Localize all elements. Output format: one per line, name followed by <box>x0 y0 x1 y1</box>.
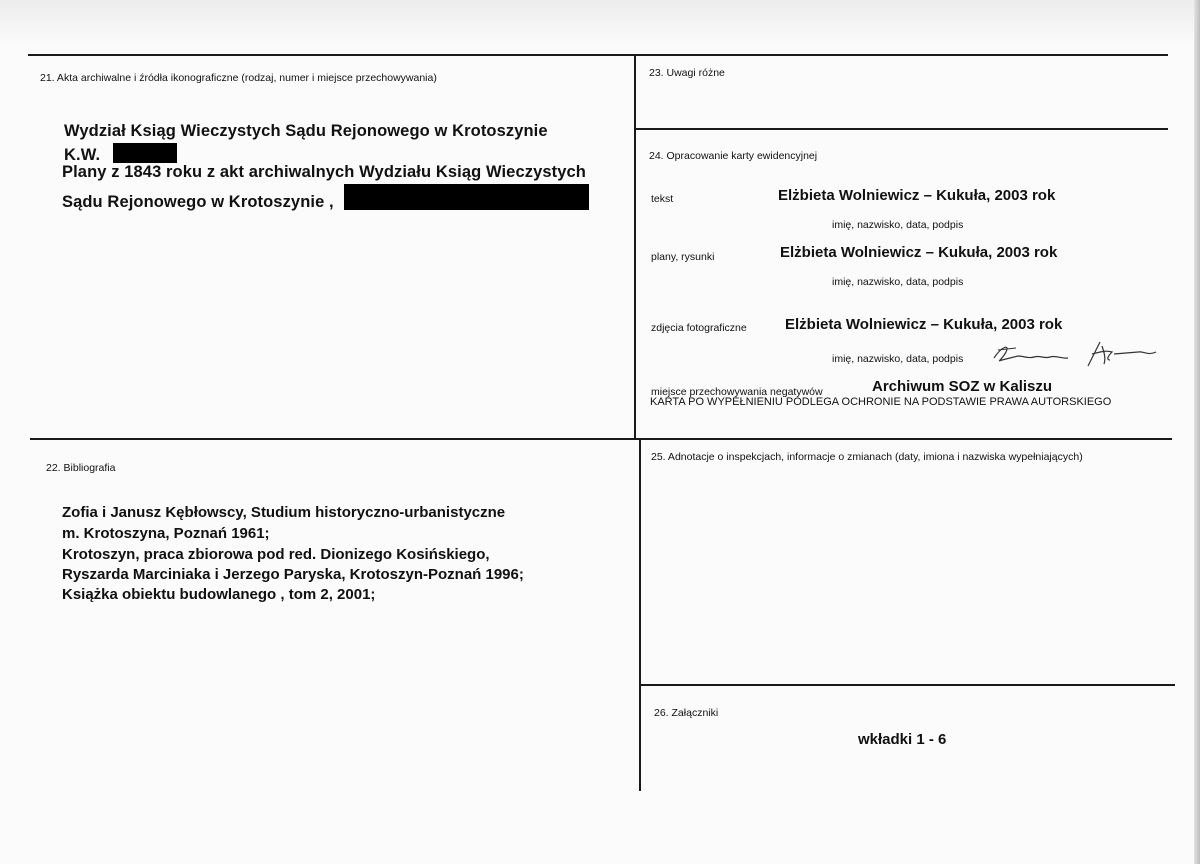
middle-border <box>30 438 1172 440</box>
scan-shadow <box>0 0 1200 45</box>
vertical-divider-lower <box>639 439 641 791</box>
bibliography-line-4: Ryszarda Marciniaka i Jerzego Paryska, Krotoszyn-Poznań 1996; <box>62 566 524 583</box>
zdjecia-caption: imię, nazwisko, data, podpis <box>832 353 964 365</box>
redacted-reference <box>344 184 589 210</box>
section26-value: wkładki 1 - 6 <box>858 731 947 748</box>
copyright-note: KARTA PO WYPEŁNIENIU PODLEGA OCHRONIE NA PODSTAWIE PRAWA AUTORSKIEGO <box>650 396 1112 408</box>
negatywy-label: miejsce przechowywania negatywów <box>651 386 823 398</box>
tekst-caption: imię, nazwisko, data, podpis <box>832 219 964 231</box>
top-border <box>28 54 1168 56</box>
plany-caption: imię, nazwisko, data, podpis <box>832 276 964 288</box>
section24-label: 24. Opracowanie karty ewidencyjnej <box>649 150 818 162</box>
redacted-kw-number <box>113 143 177 163</box>
section25-label: 25. Adnotacje o inspekcjach, informacje o zmianach (daty, imiona i nazwiska wypełniających) <box>651 451 1083 463</box>
section21-line4 <box>62 184 589 213</box>
section21-line3: Plany z 1843 roku z akt archiwalnych Wydziału Ksiąg Wieczystych <box>62 163 586 181</box>
vertical-divider-upper <box>634 55 636 440</box>
kw-label: K.W. <box>64 146 101 164</box>
plany-label: plany, rysunki <box>651 251 715 263</box>
bibliography-line-1: Zofia i Janusz Kębłowscy, Studium historyczno-urbanistyczne <box>62 504 506 521</box>
section21-label: 21. Akta archiwalne i źródła ikonograficzne (rodzaj, numer i miejsce przechowywania) <box>40 72 437 84</box>
tekst-label: tekst <box>651 193 674 205</box>
bibliography-line-3: Krotoszyn, praca zbiorowa pod red. Dionizego Kosińskiego, <box>62 546 490 563</box>
section23-label: 23. Uwagi różne <box>649 67 725 79</box>
tekst-value: Elżbieta Wolniewicz – Kukuła, 2003 rok <box>778 187 1056 204</box>
handwritten-signature <box>988 338 1163 370</box>
section22-label: 22. Bibliografia <box>46 462 116 474</box>
section21-line1: Wydział Ksiąg Wieczystych Sądu Rejonowego w Krotoszynie <box>64 122 548 140</box>
negatywy-value: Archiwum SOZ w Kaliszu <box>872 378 1053 395</box>
scan-edge <box>1194 0 1200 864</box>
section23-bottom-border <box>635 128 1168 130</box>
bibliography-line-2: m. Krotoszyna, Poznań 1961; <box>62 525 270 542</box>
section26-label: 26. Załączniki <box>654 707 719 719</box>
sad-rejonowy-text: Sądu Rejonowego w Krotoszynie , <box>62 193 334 211</box>
zdjecia-label: zdjęcia fotograficzne <box>651 322 747 334</box>
zdjecia-value: Elżbieta Wolniewicz – Kukuła, 2003 rok <box>785 316 1063 333</box>
section25-bottom-border <box>640 684 1175 686</box>
bibliography-line-5: Książka obiektu budowlanego , tom 2, 2001; <box>62 586 376 603</box>
plany-value: Elżbieta Wolniewicz – Kukuła, 2003 rok <box>780 244 1058 261</box>
